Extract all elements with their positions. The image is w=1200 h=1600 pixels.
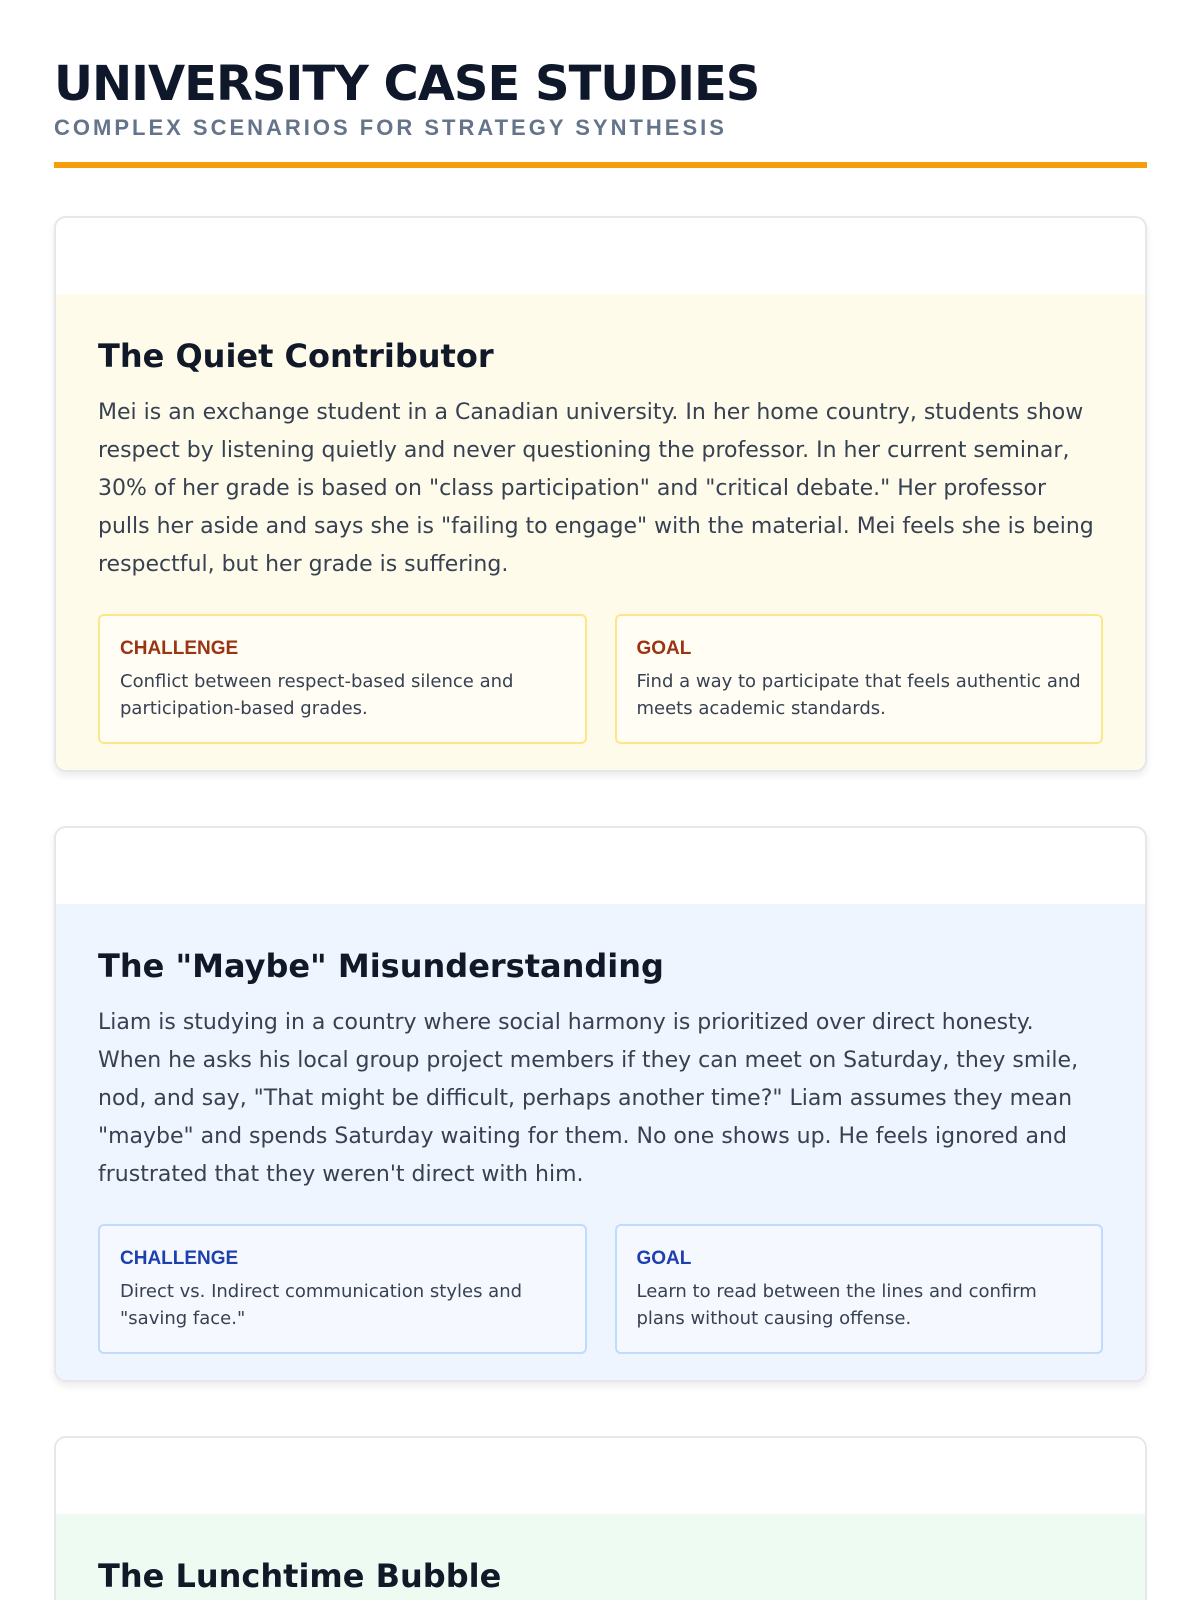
card-header-spacer	[56, 1438, 1145, 1514]
case-card-quiet-contributor	[54, 216, 1147, 772]
challenge-label: CHALLENGE	[120, 1248, 239, 1269]
case-details	[98, 1224, 1103, 1354]
goal-box	[615, 1224, 1104, 1354]
case-card-lunchtime-bubble	[54, 1436, 1147, 1600]
goal-label: GOAL	[636, 1248, 692, 1269]
case-title: The Quiet Contributor	[98, 337, 494, 375]
goal-text: Learn to read between the lines and confirm plans without causing offense.	[636, 1281, 1037, 1329]
challenge-box	[98, 614, 587, 744]
challenge-text: Direct vs. Indirect communication styles and "saving face."	[120, 1281, 523, 1329]
goal-box	[615, 614, 1104, 744]
page-header	[54, 0, 1147, 168]
case-title: The "Maybe" Misunderstanding	[98, 947, 664, 985]
page-title: UNIVERSITY CASE STUDIES	[54, 56, 760, 112]
challenge-label: CHALLENGE	[120, 638, 239, 659]
card-header-spacer	[56, 828, 1145, 904]
goal-label: GOAL	[636, 638, 692, 659]
case-title: The Lunchtime Bubble	[98, 1557, 502, 1595]
card-body	[56, 1514, 1145, 1600]
card-header-spacer	[56, 218, 1145, 294]
card-body	[56, 294, 1145, 772]
case-details	[98, 614, 1103, 744]
card-body	[56, 904, 1145, 1382]
goal-text: Find a way to participate that feels authentic and meets academic standards.	[636, 671, 1081, 719]
page-subtitle: COMPLEX SCENARIOS FOR STRATEGY SYNTHESIS	[54, 115, 727, 140]
case-description: Liam is studying in a country where social harmony is prioritized over direct honesty. When he asks his local group project members if they can meet on Saturday, they smile, nod, and say, "That might be difficult, perhaps another time?" Liam assumes they mean "maybe" and spends Saturday waiting for them. No one shows up. He feels ignored and frustrated that they weren't direct with him.	[98, 1010, 1079, 1187]
page	[54, 0, 1147, 1595]
challenge-box	[98, 1224, 587, 1354]
case-card-maybe-misunderstanding	[54, 826, 1147, 1382]
challenge-text: Conflict between respect-based silence and participation-based grades.	[120, 671, 514, 719]
case-description: Mei is an exchange student in a Canadian university. In her home country, students show respect by listening quietly and never questioning the professor. In her current seminar, 30% of her grade is based on "class participation" and "critical debate." Her professor pulls her aside and says she is "failing to engage" with the material. Mei feels she is being respectful, but her grade is suffering.	[98, 400, 1094, 577]
